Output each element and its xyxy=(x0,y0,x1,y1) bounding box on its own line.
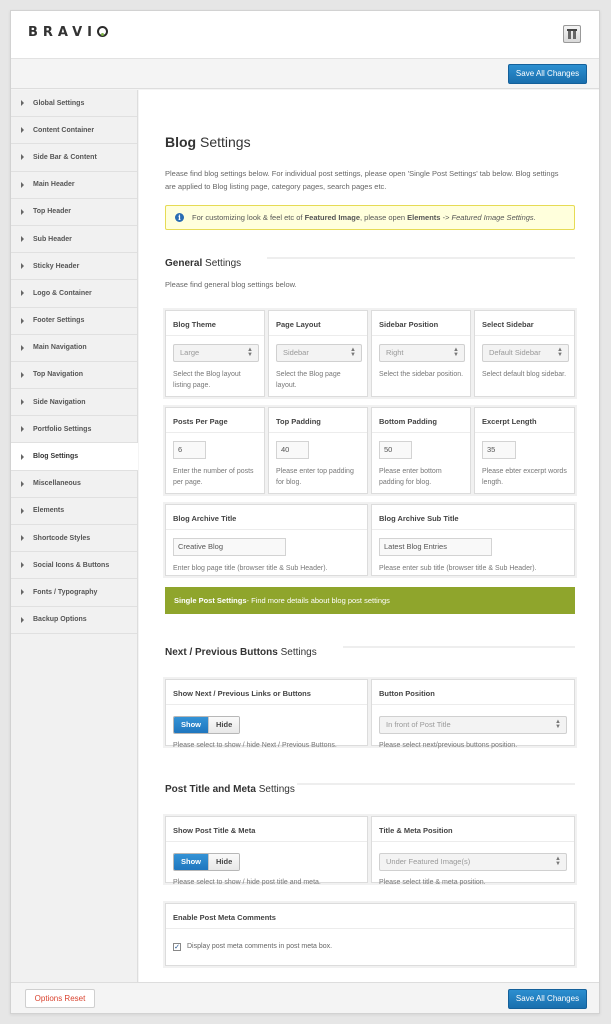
top-padding-input[interactable]: 40 xyxy=(276,441,309,459)
sidebar-item-label: Fonts / Typography xyxy=(33,588,98,596)
save-all-changes-bottom-button[interactable]: Save All Changes xyxy=(508,989,587,1009)
sidebar-item-label: Shortcode Styles xyxy=(33,534,91,542)
field-label: Blog Archive Title xyxy=(173,514,237,523)
field-label: Excerpt Length xyxy=(482,417,537,426)
top-padding-field xyxy=(268,407,368,494)
caret-right-icon xyxy=(21,617,24,623)
divider xyxy=(269,432,367,433)
sidebar-item[interactable] xyxy=(11,607,137,634)
caret-right-icon xyxy=(21,236,24,242)
sidebar-position-select[interactable]: Right ▲ ▼ xyxy=(379,344,465,362)
sidebar-item[interactable] xyxy=(11,471,137,498)
sidebar-item[interactable] xyxy=(11,389,137,416)
settings-sidebar xyxy=(11,90,138,982)
sidebar-item-label: Sticky Header xyxy=(33,262,80,270)
caret-right-icon xyxy=(21,182,24,188)
field-note: Select the sidebar position. xyxy=(379,371,464,378)
general-settings-description: Please find general blog settings below. xyxy=(165,280,297,289)
caret-right-icon xyxy=(21,535,24,541)
hide-button[interactable]: Hide xyxy=(208,854,239,870)
select-arrows-icon: ▲ ▼ xyxy=(350,347,356,358)
field-note: Select default blog sidebar. xyxy=(482,371,567,378)
sidebar-item-label: Global Settings xyxy=(33,99,85,107)
divider xyxy=(372,432,470,433)
field-note: Please select title & meta position. xyxy=(379,879,486,886)
help-tools-icon[interactable] xyxy=(563,25,581,43)
field-label: Show Post Title & Meta xyxy=(173,826,256,835)
field-label: Title & Meta Position xyxy=(379,826,453,835)
caret-right-icon xyxy=(21,154,24,160)
select-sidebar-field xyxy=(474,310,575,397)
divider xyxy=(343,646,575,648)
info-notice xyxy=(165,205,575,230)
sidebar-item-label: Top Navigation xyxy=(33,371,84,379)
field-label: Top Padding xyxy=(276,417,321,426)
divider xyxy=(372,841,574,842)
post-meta-comments-field xyxy=(165,903,575,966)
title-meta-position-field xyxy=(371,816,575,886)
select-arrows-icon: ▲ ▼ xyxy=(453,347,459,358)
divider xyxy=(297,783,575,785)
show-button[interactable]: Show xyxy=(174,717,208,733)
select-arrows-icon: ▲ ▼ xyxy=(555,856,561,867)
caret-right-icon xyxy=(21,100,24,106)
excerpt-length-input[interactable]: 35 xyxy=(482,441,516,459)
sidebar-item[interactable] xyxy=(11,416,137,443)
show-hide-toggle[interactable] xyxy=(173,853,240,871)
sidebar-item-label: Sub Header xyxy=(33,235,72,243)
divider xyxy=(166,432,264,433)
sidebar-item[interactable] xyxy=(11,525,137,552)
sidebar-item[interactable] xyxy=(11,280,137,307)
sidebar-item[interactable] xyxy=(11,172,137,199)
field-label: Show Next / Previous Links or Buttons xyxy=(173,689,311,698)
show-next-prev-field xyxy=(165,679,368,749)
caret-right-icon xyxy=(21,481,24,487)
field-label: Blog Archive Sub Title xyxy=(379,514,459,523)
sidebar-item-label: Logo & Container xyxy=(33,289,92,297)
notice-text: For customizing look & feel etc of Featured Image, please open Elements -> Featured Image Settings. xyxy=(192,213,536,222)
brand-logo: BRAVI xyxy=(28,25,108,40)
field-label: Select Sidebar xyxy=(482,320,534,329)
sidebar-position-field xyxy=(371,310,471,397)
sidebar-item-label: Backup Options xyxy=(33,616,87,624)
bottom-padding-input[interactable]: 50 xyxy=(379,441,412,459)
divider xyxy=(269,335,367,336)
field-note: Please enter bottom padding for blog. xyxy=(379,468,442,486)
bottom-padding-field xyxy=(371,407,471,494)
field-label: Posts Per Page xyxy=(173,417,228,426)
button-position-select[interactable]: In front of Post Title ▲ ▼ xyxy=(379,716,567,734)
blog-archive-sub-title-field xyxy=(371,504,575,576)
next-previous-settings-heading: Next / Previous Buttons Settings xyxy=(165,647,317,658)
blog-theme-select[interactable]: Large ▲ ▼ xyxy=(173,344,259,362)
options-reset-button[interactable]: Options Reset xyxy=(25,989,95,1008)
page-layout-select[interactable]: Sidebar ▲ ▼ xyxy=(276,344,362,362)
main-content xyxy=(139,90,599,982)
blog-theme-field xyxy=(165,310,265,397)
posts-per-page-field xyxy=(165,407,265,494)
field-note: Please select to show / hide post title and meta. xyxy=(173,879,321,886)
caret-right-icon xyxy=(21,426,24,432)
field-note: Select the Blog page layout. xyxy=(276,371,341,389)
title-meta-position-select[interactable]: Under Featured Image(s) ▲ ▼ xyxy=(379,853,567,871)
page-title: Blog Settings xyxy=(165,134,251,150)
sidebar-item[interactable] xyxy=(11,253,137,280)
caret-right-icon xyxy=(21,399,24,405)
bottom-action-bar xyxy=(11,982,599,1013)
caret-right-icon xyxy=(21,508,24,514)
general-settings-heading: General Settings xyxy=(165,258,242,269)
blog-archive-title-field xyxy=(165,504,368,576)
caret-right-icon xyxy=(21,318,24,324)
sidebar-item[interactable] xyxy=(11,144,137,171)
divider xyxy=(166,704,367,705)
sidebar-item-label: Social Icons & Buttons xyxy=(33,561,110,569)
caret-right-icon xyxy=(21,562,24,568)
field-note: Please select next/previous buttons position. xyxy=(379,742,518,749)
info-icon: i xyxy=(175,213,184,222)
blog-archive-sub-title-input[interactable]: Latest Blog Entries xyxy=(379,538,492,556)
field-note: Please enter sub title (browser title & Sub Header). xyxy=(379,565,537,572)
field-note: Select the Blog layout listing page. xyxy=(173,371,241,389)
field-note: Enter the number of posts per page. xyxy=(173,468,254,486)
excerpt-length-field xyxy=(474,407,575,494)
divider xyxy=(372,704,574,705)
field-note: Please enter top padding for blog. xyxy=(276,468,354,486)
sidebar-item-label: Elements xyxy=(33,507,65,515)
button-position-field xyxy=(371,679,575,749)
options-panel xyxy=(10,10,600,1014)
sidebar-item-label: Side Bar & Content xyxy=(33,153,97,161)
caret-right-icon xyxy=(21,345,24,351)
sidebar-item-label: Portfolio Settings xyxy=(33,425,92,433)
caret-right-icon xyxy=(21,127,24,133)
divider xyxy=(475,432,574,433)
sidebar-item-label: Top Header xyxy=(33,208,71,216)
select-arrows-icon: ▲ ▼ xyxy=(555,719,561,730)
meta-comments-checkbox[interactable]: ✓ xyxy=(174,944,180,951)
field-label: Page Layout xyxy=(276,320,321,329)
sidebar-item[interactable] xyxy=(11,443,138,470)
sidebar-item[interactable] xyxy=(11,579,137,606)
field-label: Button Position xyxy=(379,689,435,698)
field-label: Blog Theme xyxy=(173,320,216,329)
top-action-bar xyxy=(11,59,599,89)
divider xyxy=(372,529,574,530)
select-sidebar-select[interactable]: Default Sidebar ▲ ▼ xyxy=(482,344,569,362)
caret-right-icon xyxy=(21,209,24,215)
sidebar-item[interactable] xyxy=(11,335,137,362)
field-label: Enable Post Meta Comments xyxy=(173,913,276,922)
show-button[interactable]: Show xyxy=(174,854,208,870)
sidebar-item[interactable] xyxy=(11,117,137,144)
sidebar-item[interactable] xyxy=(11,552,137,579)
caret-right-icon xyxy=(21,372,24,378)
single-post-settings-bar[interactable]: Single Post Settings - Find more details about blog post settings xyxy=(165,587,575,614)
divider xyxy=(475,335,574,336)
sidebar-item[interactable] xyxy=(11,226,137,253)
page-layout-field xyxy=(268,310,368,397)
divider xyxy=(166,335,264,336)
divider xyxy=(166,928,574,929)
checkbox-label: Display post meta comments in post meta box. xyxy=(187,943,333,950)
sidebar-item-label: Content Container xyxy=(33,126,95,134)
hide-button[interactable]: Hide xyxy=(208,717,239,733)
field-note: Enter blog page title (browser title & Sub Header). xyxy=(173,565,328,572)
posts-per-page-input[interactable]: 6 xyxy=(173,441,206,459)
caret-right-icon xyxy=(21,263,24,269)
show-post-title-field xyxy=(165,816,368,886)
divider xyxy=(166,529,367,530)
sidebar-item[interactable] xyxy=(11,498,137,525)
sidebar-item[interactable] xyxy=(11,308,137,335)
divider xyxy=(267,257,575,259)
sidebar-item-label: Blog Settings xyxy=(33,453,79,461)
caret-right-icon xyxy=(21,589,24,595)
caret-right-icon xyxy=(21,290,24,296)
sidebar-item[interactable] xyxy=(11,199,137,226)
field-label: Bottom Padding xyxy=(379,417,437,426)
sidebar-item-label: Main Header xyxy=(33,181,75,189)
field-label: Sidebar Position xyxy=(379,320,439,329)
divider xyxy=(166,841,367,842)
logo-ring-icon xyxy=(97,26,108,37)
show-hide-toggle[interactable] xyxy=(173,716,240,734)
sidebar-item-label: Miscellaneous xyxy=(33,480,81,488)
page-description: Please find blog settings below. For individual post settings, please open 'Single Post Settings' tab below. Blog settings are applied to Blog listing page, category pages, search pages etc. xyxy=(165,169,559,191)
blog-archive-title-input[interactable]: Creative Blog xyxy=(173,538,286,556)
sidebar-item-label: Main Navigation xyxy=(33,344,87,352)
post-title-meta-settings-heading: Post Title and Meta Settings xyxy=(165,784,295,795)
save-all-changes-button[interactable]: Save All Changes xyxy=(508,64,587,84)
divider xyxy=(372,335,470,336)
sidebar-item[interactable] xyxy=(11,362,137,389)
select-arrows-icon: ▲ ▼ xyxy=(557,347,563,358)
sidebar-item[interactable] xyxy=(11,90,137,117)
caret-right-icon xyxy=(21,454,24,460)
select-arrows-icon: ▲ ▼ xyxy=(247,347,253,358)
sidebar-item-label: Side Navigation xyxy=(33,398,86,406)
field-note: Please ebter excerpt words length. xyxy=(482,468,567,486)
sidebar-item-label: Footer Settings xyxy=(33,317,85,325)
field-note: Please select to show / hide Next / Previous Buttons. xyxy=(173,742,337,749)
logo-bar xyxy=(11,11,599,59)
